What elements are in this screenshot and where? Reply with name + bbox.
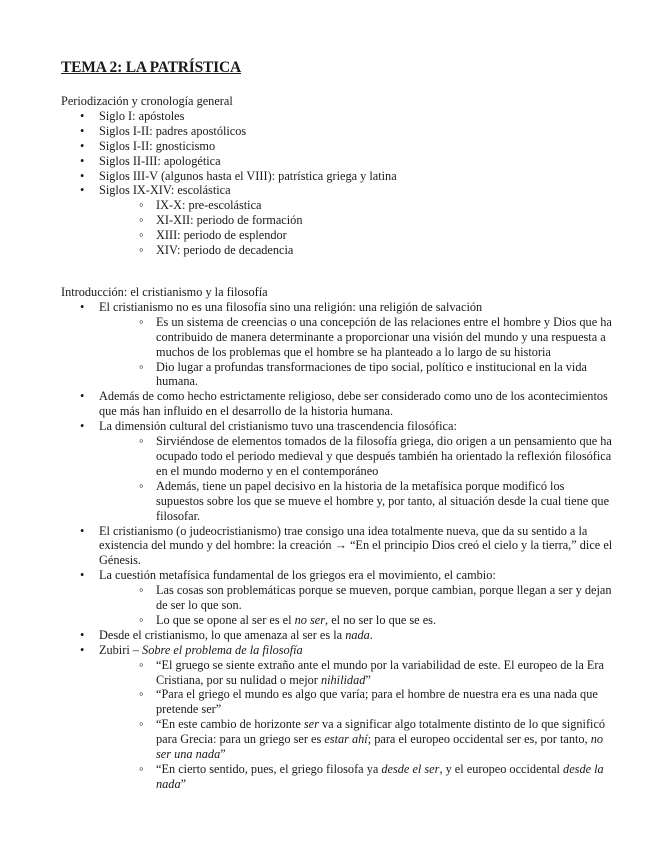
sublist-item: ◦ Además, tiene un papel decisivo en la historia de la metafísica porque modificó los supuestos sobre los que se mueve el hombre y, por tanto, al situación desde la cual tiene que filosofar. xyxy=(99,479,615,524)
quote-item xyxy=(99,658,615,688)
escolastica-sublist xyxy=(99,198,615,258)
text-run: ; para el europeo occidental ser es, por tanto, xyxy=(367,732,591,747)
text-run: “En cierto sentido, pues, el griego filosofa ya xyxy=(156,762,382,776)
list-item: • Siglos I-II: gnosticismo xyxy=(61,139,615,154)
list-item-text: Siglos IX-XIV: escolástica xyxy=(99,183,231,198)
list-item: • El cristianismo (o judeocristianismo) trae consigo una idea totalmente nueva, que da su sentido a la existencia del mundo y del hombre: la creación → “En el principio Dios creó el cielo y la tierra,” dice el Génesis. xyxy=(61,524,615,569)
sublist xyxy=(99,583,615,628)
document-title: TEMA 2: LA PATRÍSTICA xyxy=(61,59,241,76)
sublist-item: ◦ XIV: periodo de decadencia xyxy=(99,243,615,258)
quote-item xyxy=(99,717,615,762)
list-item xyxy=(61,568,615,628)
text-run: va a significar algo totalmente distinto de lo que significó para Grecia: para un griego ser es xyxy=(156,717,606,747)
text-run: , y el europeo occidental xyxy=(439,762,564,776)
text-run: “El gruego se siente extraño ante el mundo por la variabilidad de este. El europeo de la Era Cristiana, por su nulidad o mejor xyxy=(156,657,604,687)
sublist-item: ◦ XIII: periodo de esplendor xyxy=(99,228,615,243)
sublist-item: ◦ Sirviéndose de elementos tomados de la filosofía griega, dio origen a un pensamiento que ha ocupado todo el periodo medieval y que después también ha orientado la reflexión filosófica en el mundo moderno y en el contemporáneo xyxy=(99,434,615,479)
emphasis-text: desde la nada xyxy=(156,762,604,791)
emphasis-text: nada xyxy=(345,627,370,642)
emphasis-text: nihilidad xyxy=(320,672,366,687)
sublist xyxy=(99,434,615,523)
sublist-item: ◦ Las cosas son problemáticas porque se mueven, porque cambian, porque llegan a ser y dejan de ser lo que son. xyxy=(99,583,615,613)
list-item: • Siglo I: apóstoles xyxy=(61,109,615,124)
book-title: Sobre el problema de la filosofía xyxy=(142,642,303,657)
list-item-text: La cuestión metafísica fundamental de los griegos era el movimiento, el cambio: xyxy=(99,568,496,583)
text-run: ” xyxy=(365,672,371,687)
list-item-text: El cristianismo no es una filosofía sino una religión: una religión de salvación xyxy=(99,299,483,314)
emphasis-text: no ser xyxy=(294,612,326,627)
sublist-item: ◦ XI-XII: periodo de formación xyxy=(99,213,615,228)
text-run: , el no ser lo que se es. xyxy=(325,612,437,627)
list-item xyxy=(61,628,615,643)
introduccion-section xyxy=(61,285,615,792)
list-item-zubiri xyxy=(61,643,615,792)
text-run: Desde el cristianismo, lo que amenaza al ser es la xyxy=(99,627,346,642)
introduccion-heading: Introducción: el cristianismo y la filosofía xyxy=(61,285,268,299)
periodizacion-section xyxy=(61,94,615,258)
text-run: “En este cambio de horizonte xyxy=(156,717,304,732)
sublist-item: ◦ Es un sistema de creencias o una concepción de las relaciones entre el hombre y Dios que ha contribuido de manera determinante a proporcionar una visión del mundo y una respuesta a muchos de los problemas que el hombre se ha planteado a lo largo de su historia xyxy=(99,315,615,360)
list-item xyxy=(61,419,615,523)
text-run: ” xyxy=(180,776,187,791)
quote-item xyxy=(99,762,615,792)
periodizacion-heading: Periodización y cronología general xyxy=(61,94,233,108)
list-item: • Siglos III-V (algunos hasta el VIII): patrística griega y latina xyxy=(61,169,615,184)
sublist-item: ◦ IX-X: pre-escolástica xyxy=(99,198,615,213)
sublist-item xyxy=(99,613,615,628)
quote-item: ◦ “Para el griego el mundo es algo que varía; para el hombre de nuestra era es una nada que pretende ser” xyxy=(99,687,615,717)
list-item-text: La dimensión cultural del cristianismo tuvo una trascendencia filosófica: xyxy=(99,419,457,434)
text-run: ” xyxy=(220,747,226,762)
text-run: Lo que se opone al ser es el xyxy=(156,612,295,627)
list-item: • Siglos I-II: padres apostólicos xyxy=(61,124,615,139)
list-item: • Siglos II-III: apologética xyxy=(61,154,615,169)
text-run: Zubiri – xyxy=(99,642,143,657)
list-item-escolastica xyxy=(61,183,615,258)
introduccion-list xyxy=(61,300,615,792)
sublist-item: ◦ Dio lugar a profundas transformaciones de tipo social, político e institucional en la vida humana. xyxy=(99,360,615,390)
periodizacion-list xyxy=(61,109,615,258)
sublist xyxy=(99,315,615,390)
list-item xyxy=(61,300,615,389)
emphasis-text: ser xyxy=(303,717,319,732)
list-item: • Además de como hecho estrictamente religioso, debe ser considerado como uno de los acontecimientos que más han influido en el desarrollo de la historia humana. xyxy=(61,389,615,419)
text-run: . xyxy=(369,627,373,642)
emphasis-text: desde el ser xyxy=(381,762,440,776)
emphasis-text: no ser una nada xyxy=(156,732,603,762)
quotes-sublist xyxy=(99,658,615,792)
emphasis-text: estar ahí xyxy=(324,732,368,747)
